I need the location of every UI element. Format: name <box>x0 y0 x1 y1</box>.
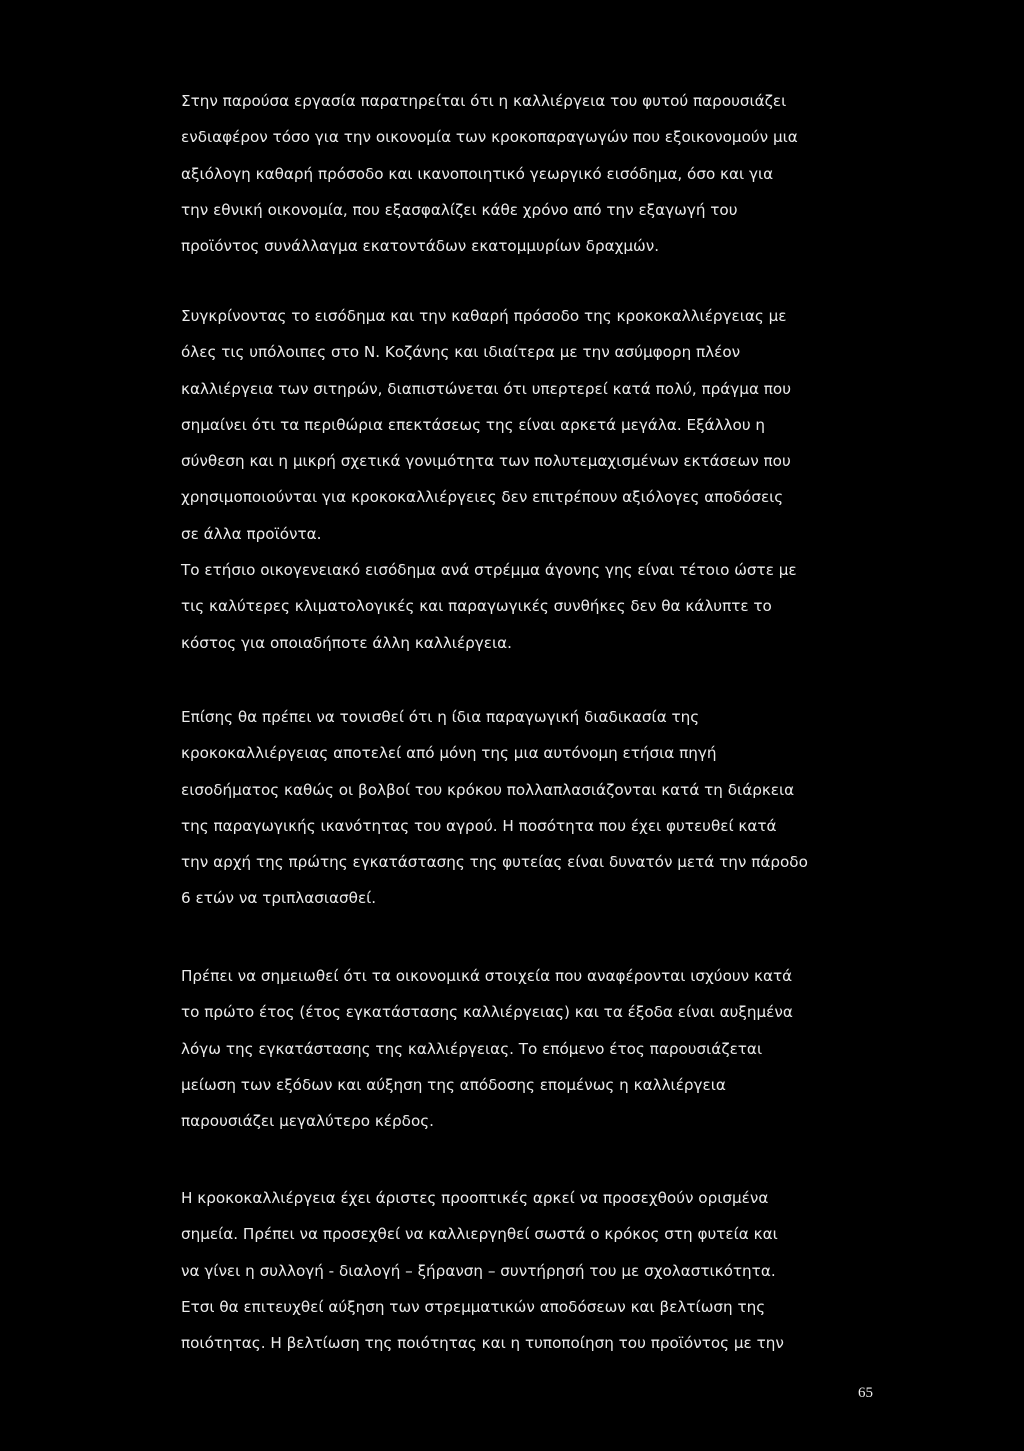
text-line: εισοδήματος καθώς οι βολβοί του κρόκου πολλαπλασιάζονται κατά τη διάρκεια <box>181 780 795 799</box>
text-line: αξιόλογη καθαρή πρόσοδο και ικανοποιητικό γεωργικό εισόδημα, όσο και για <box>181 164 774 183</box>
text-line: όλες τις υπόλοιπες στο Ν. Κοζάνης και ιδιαίτερα με την ασύμφορη πλέον <box>181 343 741 362</box>
paragraph-prospects <box>181 1180 881 1361</box>
text-line: σημαίνει ότι τα περιθώρια επεκτάσεως της είναι αρκετά μεγάλα. Εξάλλου η <box>181 415 766 434</box>
text-line: Συγκρίνοντας το εισόδημα και την καθαρή πρόσοδο της κροκοκαλλιέργειας με <box>181 307 787 325</box>
text-line: σημεία. Πρέπει να προσεχθεί να καλλιεργηθεί σωστά ο κρόκος στη φυτεία και <box>181 1225 778 1244</box>
text-line: 6 ετών να τριπλασιασθεί. <box>181 889 377 908</box>
text-line: κόστος για οποιαδήποτε άλλη καλλιέργεια. <box>181 633 512 652</box>
text-line: να γίνει η συλλογή - διαλογή – ξήρανση – συντήρησή του με σχολαστικότητα. <box>181 1261 776 1280</box>
text-line: σε άλλα προϊόντα. <box>181 524 322 543</box>
paragraph-comparison <box>181 298 881 661</box>
text-line: προϊόντος συνάλλαγμα εκατοντάδων εκατομμυρίων δραχμών. <box>181 237 660 256</box>
paragraph-economic-data <box>181 958 881 1139</box>
page-number: 65 <box>858 1385 873 1401</box>
text-line: λόγω της εγκατάστασης της καλλιέργειας. Το επόμενο έτος παρουσιάζεται <box>181 1039 763 1058</box>
text-line: παρουσιάζει μεγαλύτερο κέρδος. <box>181 1112 434 1131</box>
text-line: ενδιαφέρον τόσο για την οικονομία των κροκοπαραγωγών που εξοικονομούν μια <box>181 128 798 147</box>
text-line: την αρχή της πρώτης εγκατάστασης της φυτείας είναι δυνατόν μετά την πάροδο <box>181 853 808 872</box>
text-line: μείωση των εξόδων και αύξηση της απόδοσης επομένως η καλλιέργεια <box>181 1075 726 1094</box>
text-line: Η κροκοκαλλιέργεια έχει άριστες προοπτικές αρκεί να προσεχθούν ορισμένα <box>181 1189 769 1207</box>
text-line: Ετσι θα επιτευχθεί αύξηση των στρεμματικών αποδόσεων και βελτίωση της <box>181 1297 766 1316</box>
text-line: Πρέπει να σημειωθεί ότι τα οικονομικά στοιχεία που αναφέρονται ισχύουν κατά <box>181 967 793 985</box>
text-line: το πρώτο έτος (έτος εγκατάστασης καλλιέργειας) και τα έξοδα είναι αυξημένα <box>181 1003 793 1022</box>
text-line: κροκοκαλλιέργειας αποτελεί από μόνη της μια αυτόνομη ετήσια πηγή <box>181 744 717 763</box>
paragraph-bulbs <box>181 699 881 917</box>
text-line: σύνθεση και η μικρή σχετικά γονιμότητα των πολυτεμαχισμένων εκτάσεων που <box>181 452 791 471</box>
text-line: της παραγωγικής ικανότητας του αγρού. Η ποσότητα που έχει φυτευθεί κατά <box>181 816 777 835</box>
text-line: Το ετήσιο οικογενειακό εισόδημα ανά στρέμμα άγονης γης είναι τέτοιο ώστε με <box>181 561 797 580</box>
text-line: χρησιμοποιούνται για κροκοκαλλιέργειες δεν επιτρέπουν αξιόλογες αποδόσεις <box>181 488 784 507</box>
text-line: καλλιέργεια των σιτηρών, διαπιστώνεται ότι υπερτερεί κατά πολύ, πράγμα που <box>181 379 792 398</box>
text-line: Επίσης θα πρέπει να τονισθεί ότι η ίδια παραγωγική διαδικασία της <box>181 708 700 726</box>
paragraph-intro <box>181 83 881 264</box>
text-line: Στην παρούσα εργασία παρατηρείται ότι η καλλιέργεια του φυτού παρουσιάζει <box>181 92 787 110</box>
text-line: την εθνική οικονομία, που εξασφαλίζει κάθε χρόνο από την εξαγωγή του <box>181 200 738 219</box>
text-line: τις καλύτερες κλιματολογικές και παραγωγικές συνθήκες δεν θα κάλυπτε το <box>181 597 772 616</box>
text-line: ποιότητας. Η βελτίωση της ποιότητας και η τυποποίηση του προϊόντος με την <box>181 1334 784 1353</box>
